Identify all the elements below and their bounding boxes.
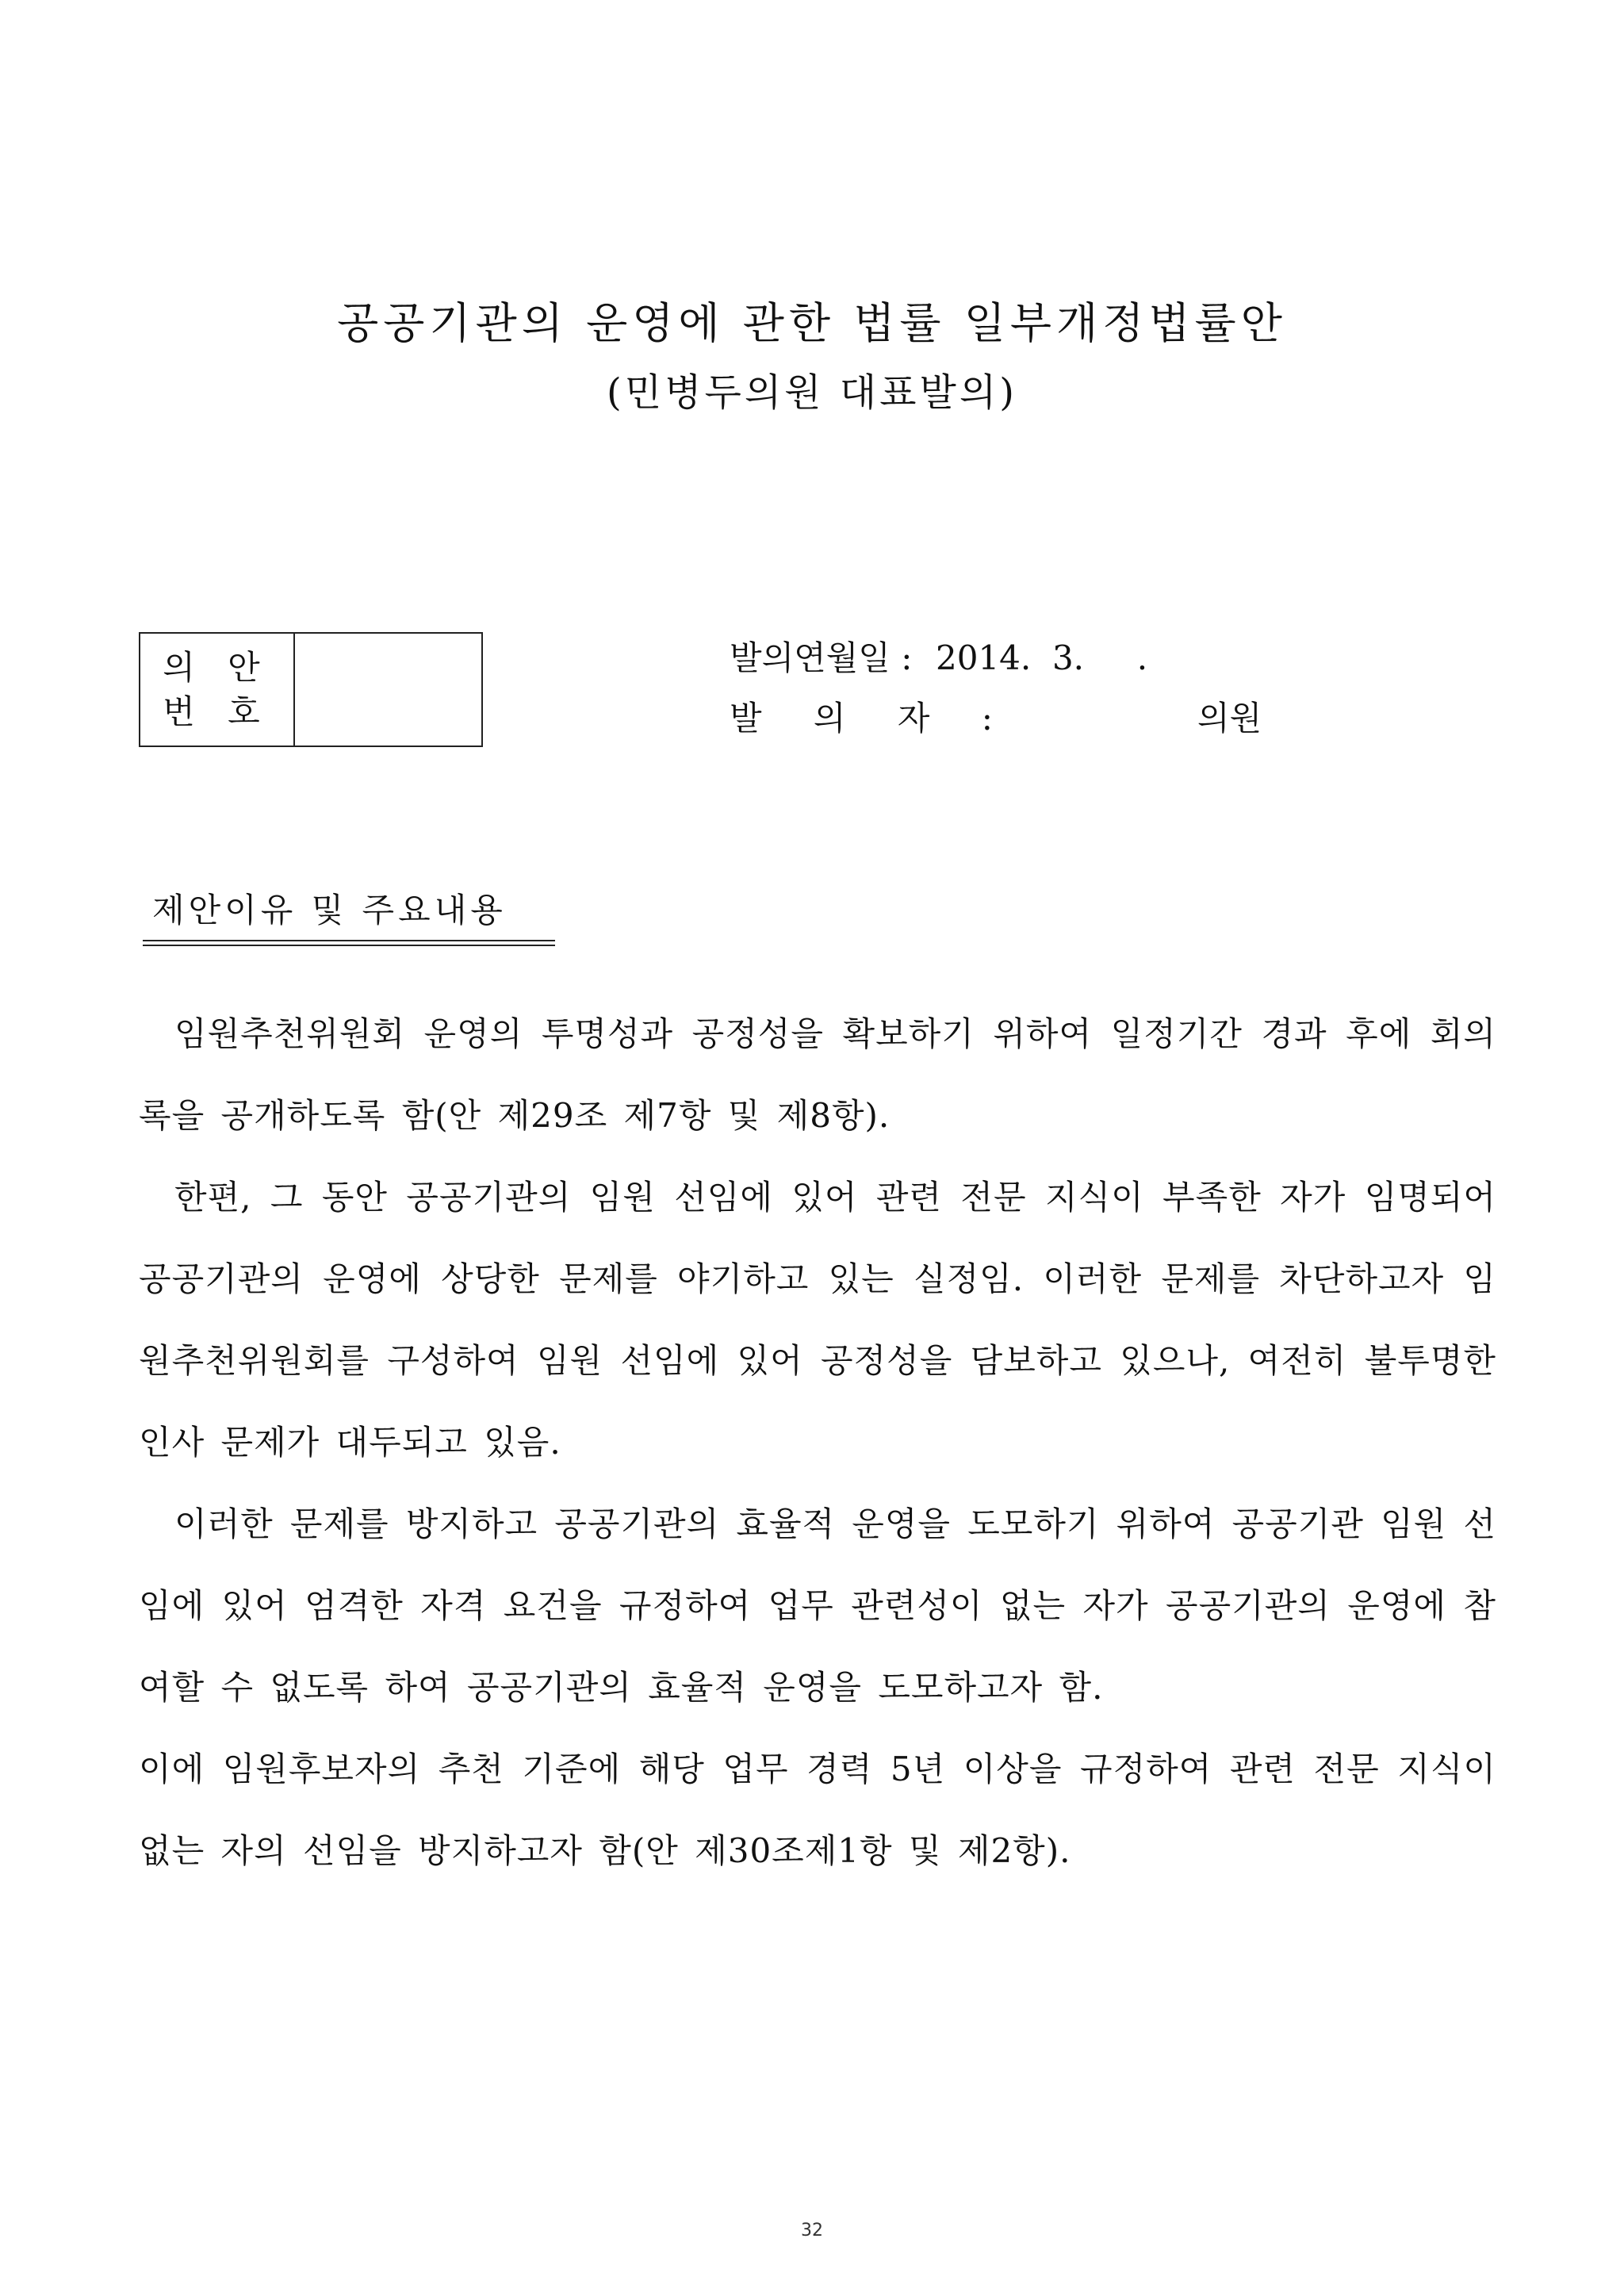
proposer-row [730, 688, 1262, 749]
bill-number-label-line1: 의 안 [163, 647, 271, 687]
document-body [139, 993, 1496, 1892]
proposal-date-value: 2014. 3. . [936, 638, 1148, 677]
bill-number-box [139, 632, 483, 747]
document-subtitle: (민병두의원 대표발의) [606, 370, 1018, 415]
body-paragraph: 이러한 문제를 방지하고 공공기관의 효율적 운영을 도모하기 위하여 공공기관 임원 선임에 있어 엄격한 자격 요건을 규정하여 업무 관련성이 없는 자가 공공기관의 운영에 참여할 수 없도록 하여 공공기관의 효율적 운영을 도모하고자 함. [139, 1504, 1496, 1707]
proposal-meta [730, 628, 1262, 749]
body-paragraph: 한편, 그 동안 공공기관의 임원 선임에 있어 관련 전문 지식이 부족한 자가 임명되어 공공기관의 운영에 상당한 문제를 야기하고 있는 실정임. 이러한 문제를 차단하고자 임원추천위원회를 구성하여 임원 선임에 있어 공정성을 담보하고 있으나, 여전히 불투명한 인사 문제가 대두되고 있음. [139, 1178, 1496, 1462]
page-number: 32 [801, 2221, 823, 2240]
body-paragraph: 이에 임원후보자의 추천 기준에 해당 업무 경력 5년 이상을 규정하여 관련 전문 지식이 없는 자의 선임을 방지하고자 함(안 제30조제1항 및 제2항). [139, 1750, 1496, 1870]
body-paragraph: 임원추천위원회 운영의 투명성과 공정성을 확보하기 위하여 일정기간 경과 후에 회의록을 공개하도록 함(안 제29조 제7항 및 제8항). [139, 1014, 1496, 1135]
section-heading-underline [143, 940, 555, 946]
document-title: 공공기관의 운영에 관한 법률 일부개정법률안 [337, 298, 1287, 348]
proposer-label: 발 의 자 : [730, 699, 1013, 738]
section-heading: 제안이유 및 주요내용 [152, 891, 507, 930]
bill-number-label [140, 634, 295, 746]
bill-number-label-line2: 번 호 [163, 692, 271, 731]
proposer-suffix: 의원 [1197, 699, 1262, 738]
proposal-date-row [730, 628, 1262, 688]
proposal-date-label: 발의연월일 : [730, 638, 913, 677]
proposer-value [936, 688, 1166, 749]
bill-number-value [295, 634, 481, 746]
